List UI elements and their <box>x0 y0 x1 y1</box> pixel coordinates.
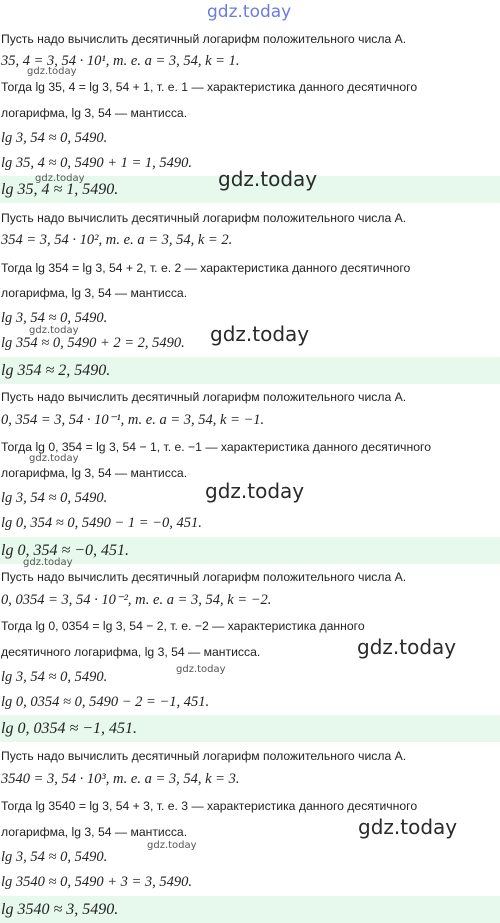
watermark-small-3: gdz.today <box>29 325 79 336</box>
block3-intro: Пусть надо вычислить десятичный логарифм положительного числа A. <box>1 390 407 404</box>
block3-mantissa: логарифма, lg 3, 54 — мантисса. <box>1 466 188 480</box>
watermark-big-2: gdz.today <box>210 322 310 346</box>
block2-approx: lg 3, 54 ≈ 0, 5490. <box>1 310 108 326</box>
block3-result-text: lg 0, 354 ≈ −0, 451. <box>1 542 130 559</box>
block1-approx: lg 3, 54 ≈ 0, 5490. <box>1 130 108 146</box>
block5-result-text: lg 3540 ≈ 3, 5490. <box>1 901 119 918</box>
block3-result <box>0 537 500 564</box>
watermark-small-7: gdz.today <box>147 840 197 851</box>
watermark-big-1: gdz.today <box>218 167 318 191</box>
block2-result <box>0 357 500 384</box>
block5-result <box>0 896 500 923</box>
watermark-small-4: gdz.today <box>29 453 79 464</box>
block1-characteristic: Тогда lg 35, 4 = lg 3, 54 + 1, т. е. 1 — характеристика данного десятичного <box>1 80 418 94</box>
block4-approx: lg 3, 54 ≈ 0, 5490. <box>1 669 108 685</box>
block5-calc: lg 3540 ≈ 0, 5490 + 3 = 3, 5490. <box>1 874 193 890</box>
block1-result-text: lg 35, 4 ≈ 1, 5490. <box>1 181 119 198</box>
block1-calc: lg 35, 4 ≈ 0, 5490 + 1 = 1, 5490. <box>1 155 193 171</box>
block1-decomposition: 35, 4 = 3, 54 · 10¹, т. е. a = 3, 54, k = 1. <box>1 53 240 69</box>
block3-characteristic: Тогда lg 0, 354 = lg 3, 54 − 1, т. е. −1 — характеристика данного десятичного <box>1 440 431 454</box>
block2-characteristic: Тогда lg 354 = lg 3, 54 + 2, т. е. 2 — характеристика данного десятичного <box>1 261 411 275</box>
block5-characteristic: Тогда lg 3540 = lg 3, 54 + 3, т. е. 3 — характеристика данного десятичного <box>1 799 418 813</box>
block2-result-text: lg 354 ≈ 2, 5490. <box>1 362 111 379</box>
block2-calc: lg 354 ≈ 0, 5490 + 2 = 2, 5490. <box>1 335 185 351</box>
block1-intro: Пусть надо вычислить десятичный логарифм положительного числа A. <box>1 32 407 46</box>
block4-decomposition: 0, 0354 = 3, 54 · 10⁻², т. е. a = 3, 54, k = −2. <box>1 592 272 608</box>
watermark-small-1: gdz.today <box>27 66 77 77</box>
block4-result-text: lg 0, 0354 ≈ −1, 451. <box>1 720 138 737</box>
watermark-top: gdz.today <box>207 2 292 22</box>
watermark-small-5: gdz.today <box>23 557 73 568</box>
block5-decomposition: 3540 = 3, 54 · 10³, т. е. a = 3, 54, k = 3. <box>1 771 240 787</box>
block1-mantissa: логарифма, lg 3, 54 — мантисса. <box>1 106 188 120</box>
block4-characteristic: Тогда lg 0, 0354 = lg 3, 54 − 2, т. е. −2 — характеристика данного <box>1 619 365 633</box>
block3-calc: lg 0, 354 ≈ 0, 5490 − 1 = −0, 451. <box>1 515 202 531</box>
watermark-big-4: gdz.today <box>357 635 457 659</box>
block2-mantissa: логарифма, lg 3, 54 — мантисса. <box>1 286 188 300</box>
block3-decomposition: 0, 354 = 3, 54 · 10⁻¹, т. е. a = 3, 54, k = −1. <box>1 412 265 428</box>
block5-intro: Пусть надо вычислить десятичный логарифм положительного числа A. <box>1 749 407 763</box>
block3-approx: lg 3, 54 ≈ 0, 5490. <box>1 490 108 506</box>
block5-mantissa: логарифма, lg 3, 54 — мантисса. <box>1 825 188 839</box>
block2-decomposition: 354 = 3, 54 · 10², т. е. a = 3, 54, k = 2. <box>1 232 233 248</box>
block4-calc: lg 0, 0354 ≈ 0, 5490 − 2 = −1, 451. <box>1 694 210 710</box>
block4-intro: Пусть надо вычислить десятичный логарифм положительного числа A. <box>1 570 407 584</box>
watermark-big-5: gdz.today <box>358 815 458 839</box>
block4-mantissa: десятичного логарифма, lg 3, 54 — мантисса. <box>1 645 261 659</box>
block4-result <box>0 715 500 742</box>
watermark-big-3: gdz.today <box>205 479 305 503</box>
watermark-small-2: gdz.today <box>35 173 85 184</box>
watermark-small-6: gdz.today <box>176 664 226 675</box>
block2-intro: Пусть надо вычислить десятичный логарифм положительного числа A. <box>1 211 407 225</box>
block5-approx: lg 3, 54 ≈ 0, 5490. <box>1 849 108 865</box>
